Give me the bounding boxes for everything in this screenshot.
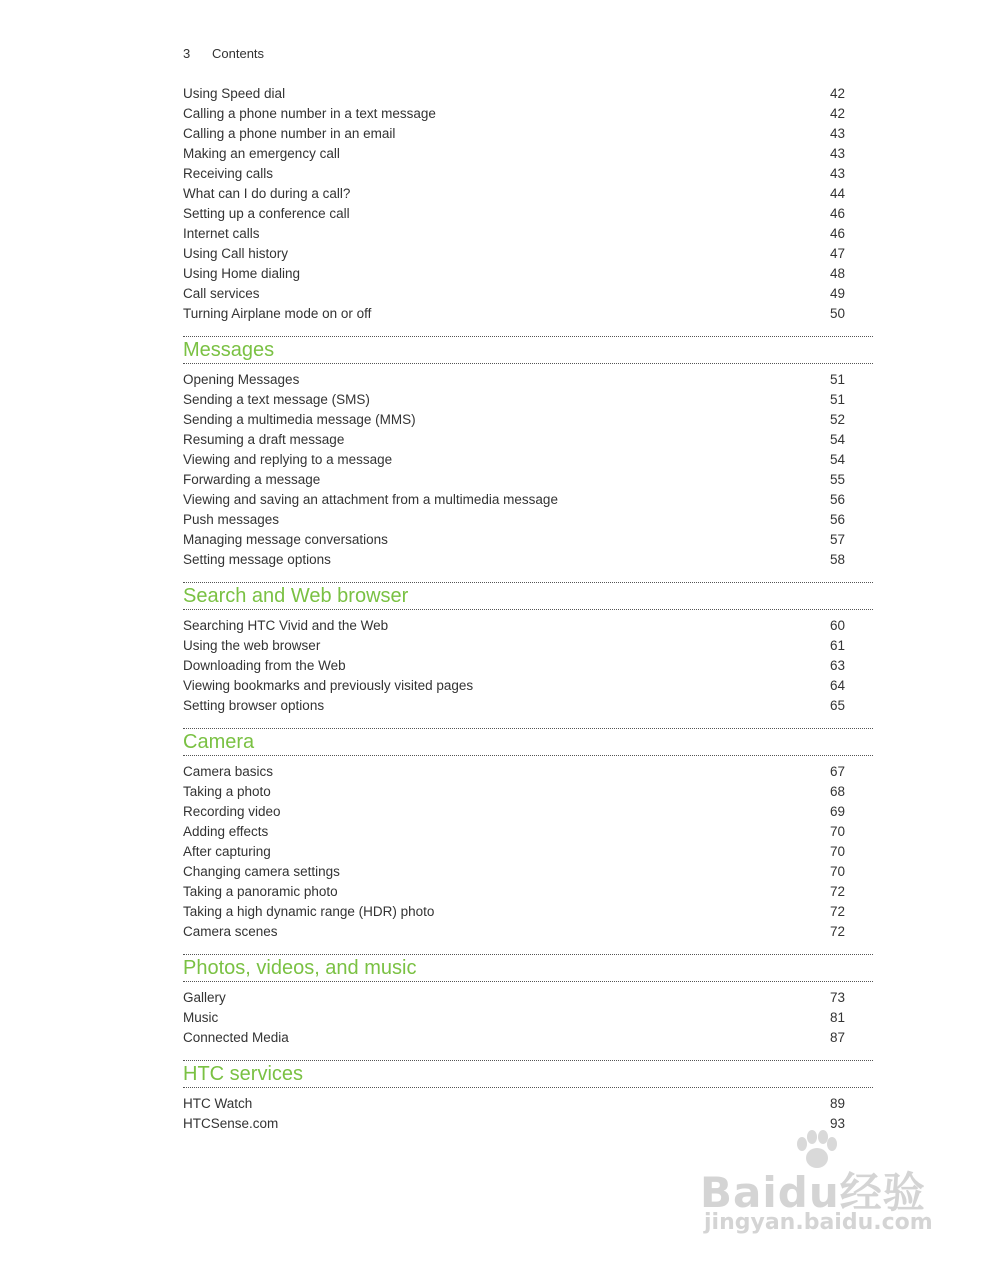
toc-entry-title: Making an emergency call [183,146,340,161]
toc-entry[interactable] [183,530,845,550]
toc-entry-page-number: 72 [829,904,845,919]
toc-entry-title: Camera scenes [183,924,278,939]
section-divider-bottom [183,755,873,756]
toc-entry-page-number: 54 [829,452,845,467]
toc-entry-title: Turning Airplane mode on or off [183,306,372,321]
section-divider-top [183,336,873,337]
toc-entry[interactable] [183,370,845,390]
toc-entry[interactable] [183,390,845,410]
toc-entry-title: Viewing and replying to a message [183,452,393,467]
toc-entry[interactable] [183,244,845,264]
toc-entry-title: HTCSense.com [183,1116,279,1131]
toc-entry-page-number: 56 [829,512,845,527]
toc-entry-title: Sending a multimedia message (MMS) [183,412,416,427]
page-number: 3 [183,46,191,61]
toc-entry-title: Changing camera settings [183,864,340,879]
toc-entry-title: Internet calls [183,226,260,241]
toc-entry-page-number: 70 [829,824,845,839]
toc-entry[interactable] [183,224,845,244]
toc-entry-page-number: 49 [829,286,845,301]
toc-entry[interactable] [183,430,845,450]
toc-entry-page-number: 46 [829,206,845,221]
toc-entry-page-number: 70 [829,844,845,859]
toc-entry-page-number: 65 [829,698,845,713]
toc-entry[interactable] [183,550,845,570]
toc-entry-page-number: 43 [829,166,845,181]
toc-entry[interactable] [183,104,845,124]
section-heading[interactable]: Search and Web browser [183,585,409,607]
toc-entry-title: Setting browser options [183,698,325,713]
toc-entry-page-number: 56 [829,492,845,507]
toc-entry-title: Searching HTC Vivid and the Web [183,618,389,633]
toc-entry-title: Taking a photo [183,784,271,799]
toc-entry-page-number: 42 [829,106,845,121]
toc-entry[interactable] [183,616,845,636]
toc-entry-title: Adding effects [183,824,269,839]
toc-entry[interactable] [183,1008,845,1028]
toc-entry-page-number: 55 [829,472,845,487]
toc-entry-page-number: 50 [829,306,845,321]
toc-entry-title: Gallery [183,990,226,1005]
toc-entry[interactable] [183,510,845,530]
toc-entry[interactable] [183,902,845,922]
toc-entry-page-number: 61 [829,638,845,653]
toc-entry-page-number: 43 [829,126,845,141]
toc-entry-title: Viewing and saving an attachment from a multimedia message [183,492,558,507]
toc-entry-page-number: 69 [829,804,845,819]
toc-entry-page-number: 72 [829,884,845,899]
toc-entry-title: Resuming a draft message [183,432,345,447]
toc-entry-page-number: 64 [829,678,845,693]
toc-entry-title: Viewing bookmarks and previously visited pages [183,678,474,693]
toc-entry-title: Sending a text message (SMS) [183,392,370,407]
toc-entry[interactable] [183,1028,845,1048]
toc-entry-page-number: 93 [829,1116,845,1131]
toc-entry-title: Connected Media [183,1030,289,1045]
toc-entry[interactable] [183,822,845,842]
section-heading[interactable]: Camera [183,731,255,753]
paw-icon [792,1130,840,1170]
toc-entry-title: Push messages [183,512,280,527]
toc-entry-title: Using Call history [183,246,289,261]
toc-entry-title: Camera basics [183,764,274,779]
toc-entry[interactable] [183,922,845,942]
toc-entry-title: Calling a phone number in a text message [183,106,436,121]
toc-entry-title: Recording video [183,804,281,819]
toc-entry-page-number: 48 [829,266,845,281]
toc-entry-title: What can I do during a call? [183,186,351,201]
toc-entry-page-number: 63 [829,658,845,673]
toc-entry[interactable] [183,988,845,1008]
toc-entry-page-number: 73 [829,990,845,1005]
toc-entry-page-number: 87 [829,1030,845,1045]
toc-entry[interactable] [183,284,845,304]
section-heading[interactable]: Messages [183,339,275,361]
watermark-logo-text: Baidu经验 [700,1168,926,1217]
toc-entry-page-number: 46 [829,226,845,241]
section-divider-bottom [183,609,873,610]
toc-entry[interactable] [183,204,845,224]
toc-entry-page-number: 72 [829,924,845,939]
toc-entry-title: Managing message conversations [183,532,388,547]
toc-entry-title: Forwarding a message [183,472,321,487]
toc-entry[interactable] [183,1094,845,1114]
section-heading[interactable]: Photos, videos, and music [183,957,417,979]
toc-entry-title: Using Home dialing [183,266,301,281]
toc-entry-page-number: 43 [829,146,845,161]
toc-entry[interactable] [183,164,845,184]
toc-entry[interactable] [183,410,845,430]
toc-entry-title: Taking a high dynamic range (HDR) photo [183,904,435,919]
toc-entry[interactable] [183,676,845,696]
toc-entry-page-number: 58 [829,552,845,567]
toc-entry[interactable] [183,636,845,656]
toc-entry-title: Receiving calls [183,166,274,181]
toc-entry[interactable] [183,656,845,676]
toc-entry-page-number: 51 [829,372,845,387]
toc-entry-title: Music [183,1010,219,1025]
toc-entry-title: Setting up a conference call [183,206,350,221]
section-divider-bottom [183,363,873,364]
toc-entry-page-number: 81 [829,1010,845,1025]
toc-entry[interactable] [183,264,845,284]
toc-entry-page-number: 47 [829,246,845,261]
page-header-title: Contents [212,46,265,61]
section-heading[interactable]: HTC services [183,1063,304,1085]
toc-entry-title: HTC Watch [183,1096,253,1111]
watermark-url-text: jingyan.baidu.com [704,1210,933,1235]
toc-entry-title: Opening Messages [183,372,300,387]
toc-entry-title: Using Speed dial [183,86,286,101]
section-divider-top [183,728,873,729]
section-divider-bottom [183,981,873,982]
toc-entry-page-number: 52 [829,412,845,427]
toc-entry-page-number: 68 [829,784,845,799]
toc-entry[interactable] [183,842,845,862]
page-header [183,46,264,61]
toc-entry-page-number: 51 [829,392,845,407]
toc-entry[interactable] [183,490,845,510]
toc-entry-title: Using the web browser [183,638,321,653]
toc-entry-page-number: 42 [829,86,845,101]
toc-entry-title: Calling a phone number in an email [183,126,396,141]
toc-entry-title: Setting message options [183,552,331,567]
toc-entry[interactable] [183,450,845,470]
baidu-jingyan-watermark [700,1130,940,1240]
toc-entry-page-number: 70 [829,864,845,879]
toc-entry-title: Taking a panoramic photo [183,884,338,899]
toc-entry[interactable] [183,802,845,822]
toc-entry[interactable] [183,144,845,164]
toc-entry[interactable] [183,84,845,104]
toc-entry-page-number: 60 [829,618,845,633]
toc-entry[interactable] [183,762,845,782]
toc-entry-page-number: 57 [829,532,845,547]
toc-entry[interactable] [183,782,845,802]
toc-entry-title: Call services [183,286,260,301]
toc-entry-page-number: 44 [829,186,845,201]
toc-entry[interactable] [183,184,845,204]
toc-entry[interactable] [183,304,845,324]
toc-entry[interactable] [183,470,845,490]
toc-entry[interactable] [183,882,845,902]
toc-entry[interactable] [183,696,845,716]
toc-entry[interactable] [183,862,845,882]
toc-entry[interactable] [183,124,845,144]
toc-entry-page-number: 89 [829,1096,845,1111]
toc-entry-page-number: 67 [829,764,845,779]
toc-entry-title: After capturing [183,844,271,859]
toc-entry[interactable] [183,1114,845,1134]
section-divider-bottom [183,1087,873,1088]
toc-entry-page-number: 54 [829,432,845,447]
toc-entry-title: Downloading from the Web [183,658,346,673]
